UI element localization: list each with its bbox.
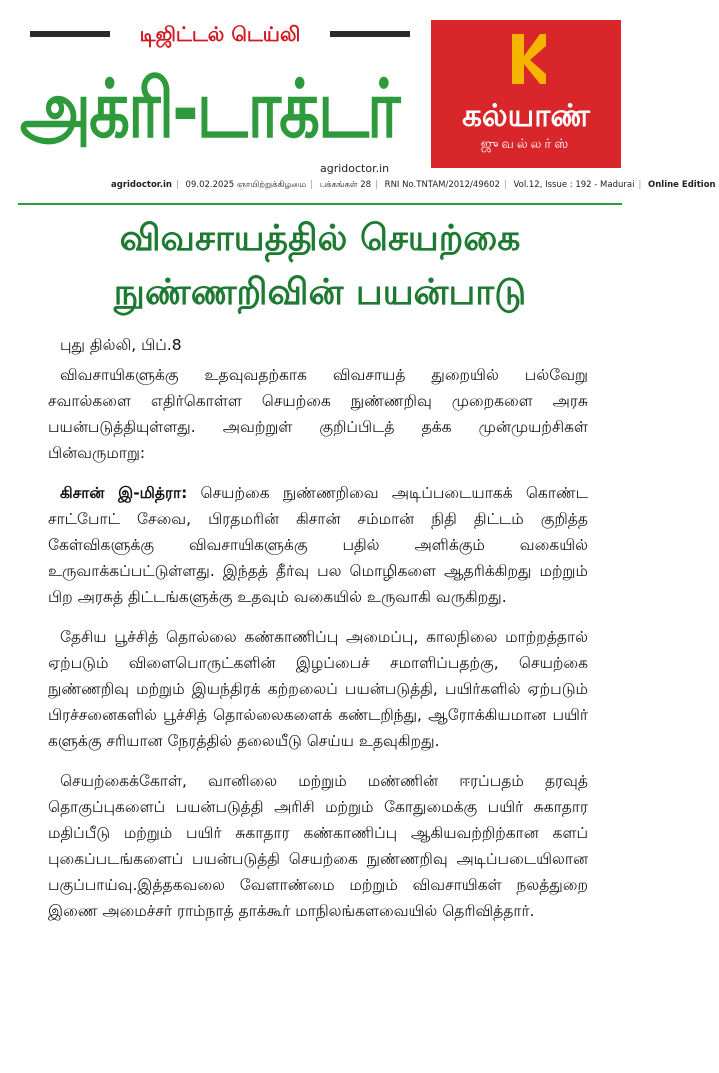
brand-logo-text: அக்ரி-டாக்டர்	[20, 63, 399, 157]
tagline-row	[30, 20, 410, 48]
info-rni: RNI No.TNTAM/2012/49602	[384, 180, 500, 190]
kalyan-k-icon	[506, 30, 548, 86]
masthead	[0, 0, 716, 205]
article-paragraph: விவசாயிகளுக்கு உதவுவதற்காக விவசாயத் துறையில் பல்வேறு சவால்களை எதிர்கொள்ள செயற்கை நுண்ணறிவு முறைகளை அரசு பயன்படுத்தியுள்ளது. அவற்றுள் குறிப்பிடத் தக்க முன்முயற்சிகள் பின்வருமாறு:	[48, 366, 588, 462]
info-site: agridoctor.in	[111, 180, 172, 190]
info-date: 09.02.2025 ஞாயிற்றுக்கிழமை	[185, 180, 307, 190]
article-paragraph: செயற்கைக்கோள், வானிலை மற்றும் மண்ணின் ஈரப்பதம் தரவுத் தொகுப்புகளைப் பயன்படுத்தி அரிசி மற்றும் கோதுமைக்கு பயிர் சுகாதார மதிப்பீடு மற்றும் பயிர் சுகாதார கண்காணிப்பு ஆகியவற்றிற்கான களப் புகைப்படங்களைப் பயன்படுத்தி செயற்கை நுண்ணறிவு அடிப்படையிலான பகுப்பாய்வு.இத்தகவலை வேளாண்மை மற்றும் விவசாயிகள் நலத்துறை இணை அமைச்சர் ராம்நாத் தாக்கூர் மாநிலங்களவையில் தெரிவித்தார்.	[48, 772, 588, 920]
article-body	[48, 332, 588, 938]
masthead-divider	[18, 203, 622, 205]
info-edition: Online Edition	[648, 180, 716, 190]
sponsor-subtitle: ஜுவல்லர்ஸ்	[480, 137, 572, 152]
tagline-rule-left	[30, 31, 110, 37]
article-paragraph	[48, 480, 588, 610]
sponsor-ad[interactable]	[431, 20, 621, 168]
article-headline: விவசாயத்தில் செயற்கை நுண்ணறிவின் பயன்பாடு	[113, 218, 527, 313]
sponsor-name: கல்யாண்	[462, 98, 590, 134]
paragraph-keyword: கிசான் இ-மித்ரா:	[60, 484, 188, 502]
article-dateline: புது தில்லி, பிப்.8	[60, 336, 182, 354]
tagline-rule-right	[330, 31, 410, 37]
issue-info-bar: agridoctor.in | 09.02.2025 ஞாயிற்றுக்கிழமை | பக்கங்கள் 28 | RNI No.TNTAM/2012/49602 | Vol.12, Issue : 192 - Madurai | Online Edition	[108, 176, 628, 194]
info-issue: Vol.12, Issue : 192 - Madurai	[513, 180, 635, 190]
tagline: டிஜிட்டல் டெய்லி	[139, 22, 301, 46]
paragraph-text: செயற்கை நுண்ணறிவை அடிப்படையாகக் கொண்ட சாட்போட் சேவை, பிரதமரின் கிசான் சம்மான் நிதி திட்டம் குறித்த கேள்விகளுக்கு விவசாயிகளுக்கு பதில் அளிக்கும் வகையில் உருவாக்கப்பட்டுள்ளது. இந்தத் தீர்வு பல மொழிகளை ஆதரிக்கிறது மற்றும் பிற அரசுத் திட்டங்களுக்கு உதவும் வகையில் உருவாகி வருகிறது.	[48, 484, 588, 606]
info-pages: பக்கங்கள் 28	[319, 180, 372, 190]
brand-site: agridoctor.in	[320, 162, 390, 175]
article-paragraph: தேசிய பூச்சித் தொல்லை கண்காணிப்பு அமைப்பு, காலநிலை மாற்றத்தால் ஏற்படும் விளைபொருட்களின் இழப்பைச் சமாளிப்பதற்கு, செயற்கை நுண்ணறிவு மற்றும் இயந்திரக் கற்றலைப் பயன்படுத்தி, பயிர்களில் ஏற்படும் பிரச்சனைகளில் பூச்சித் தொல்லைகளைக் கண்டறிந்து, ஆரோக்கியமான பயிர் களுக்கு சரியான நேரத்தில் தலையீடு செய்ய உதவுகிறது.	[48, 628, 588, 750]
